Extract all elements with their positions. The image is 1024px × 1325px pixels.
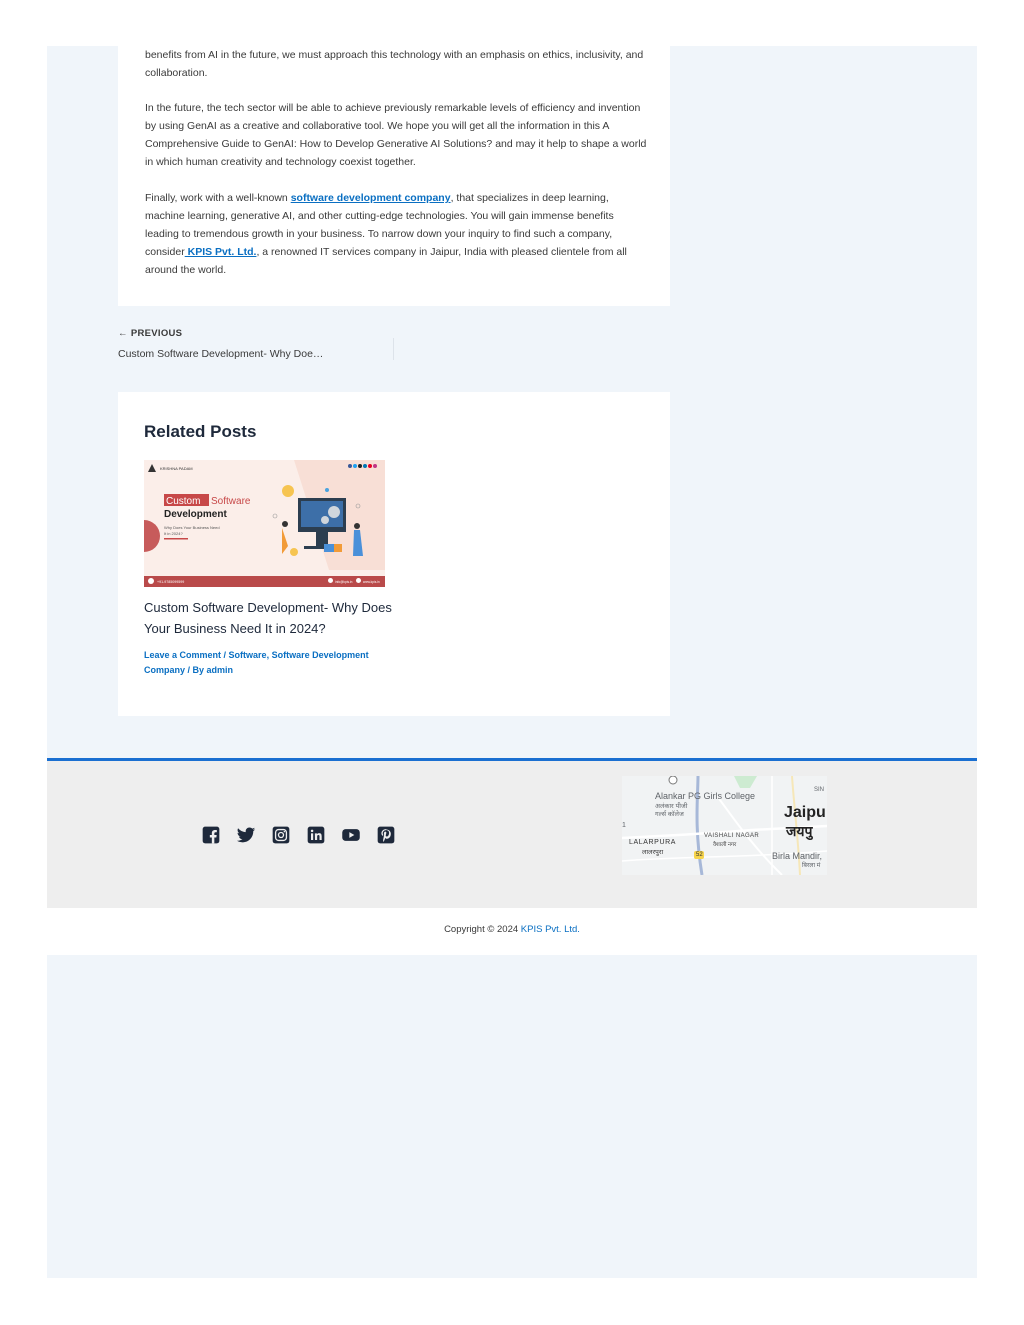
dot-icon	[373, 464, 377, 468]
leave-comment-link[interactable]: Leave a Comment	[144, 650, 222, 660]
article-paragraph	[145, 189, 650, 279]
map-place-label: 1	[622, 822, 626, 829]
phone-icon	[148, 578, 154, 584]
map-place-label: गर्ल्स कॉलेज	[655, 811, 684, 818]
person-head	[354, 523, 360, 529]
thumbnail-subtitle: It in 2024?	[164, 531, 183, 536]
gear-icon	[328, 506, 340, 518]
facebook-icon[interactable]	[201, 825, 221, 845]
subtitle-underline	[164, 538, 188, 540]
thumbnail-headline-highlight: Custom	[166, 496, 201, 507]
gear-icon	[321, 516, 329, 524]
map-area-label: वैशाली नगर	[713, 842, 737, 848]
thumbnail-phone: +91-9785099599	[157, 580, 185, 584]
meta-separator: /	[221, 650, 229, 660]
category-software-development-company-link[interactable]: Software Development Company	[144, 650, 369, 675]
dot-icon	[353, 464, 357, 468]
thumbnail-headline-rest: Software	[211, 496, 251, 507]
paragraph-text: , that specializes in deep learning, machine learning, generative AI, and other cutting-edge technologies. You will gain immense benefits leading to tremendous growth in your business. To narrow down your inquiry to find such a company, consider	[145, 192, 614, 258]
web-icon	[356, 578, 361, 583]
meta-separator: ,	[266, 650, 272, 660]
youtube-icon[interactable]	[341, 825, 361, 845]
social-links	[201, 825, 396, 845]
map-area-label: LALARPURA	[629, 839, 677, 846]
dot-icon	[363, 464, 367, 468]
copyright-brand-link[interactable]: KPIS Pvt. Ltd.	[520, 924, 580, 935]
category-software-link[interactable]: Software	[228, 650, 267, 660]
article-content	[118, 46, 670, 306]
map-area-label: लालरपुरा	[642, 849, 664, 856]
paragraph-text: , a renowned IT services company in Jaipur, India with pleased clientele from all around the world.	[145, 246, 627, 276]
article-paragraph: In the future, the tech sector will be able to achieve previously remarkable levels of efficiency and invention by using GenAI as a creative and collaborative tool. We hope you will get all the information in this A Comprehensive Guide to GenAI: How to Develop Generative AI Solutions? and may it help to shape a world in which human creativity and technology coexist together.	[145, 102, 647, 168]
software-development-company-link[interactable]: software development company	[290, 192, 451, 204]
kpis-link[interactable]: KPIS Pvt. Ltd.	[184, 246, 257, 258]
map-place-label: Birla Mandir,	[772, 851, 823, 861]
coin-icon	[290, 548, 298, 556]
map-area-label: VAISHALI NAGAR	[704, 833, 760, 839]
copyright-text: Copyright © 2024	[444, 924, 521, 935]
thumbnail-website: www.kpis.in	[363, 580, 380, 584]
previous-post-link[interactable]	[118, 328, 182, 339]
box-icon	[334, 544, 342, 552]
thumbnail-headline-line2: Development	[164, 509, 227, 520]
location-map[interactable]	[622, 776, 827, 875]
thumbnail-subtitle: Why Does Your Business Need	[164, 525, 220, 530]
map-road-badge: 52	[696, 852, 703, 858]
footer-bottom	[47, 908, 977, 955]
post-navigation	[118, 328, 670, 368]
copyright	[47, 924, 977, 935]
box-icon	[324, 544, 334, 552]
linkedin-icon[interactable]	[306, 825, 326, 845]
map-city-label: जयपु	[786, 823, 813, 839]
instagram-icon[interactable]	[271, 825, 291, 845]
related-posts	[118, 392, 670, 716]
arrow-left-icon: ←	[118, 328, 128, 339]
map-place-label: SIN	[814, 787, 825, 793]
bulb-icon	[282, 485, 294, 497]
dot-icon	[348, 464, 352, 468]
previous-label: PREVIOUS	[130, 328, 183, 339]
related-post-thumbnail[interactable]	[144, 460, 385, 587]
previous-post-title[interactable]: Custom Software Development- Why Doe…	[118, 348, 324, 360]
related-post-title[interactable]: Custom Software Development- Why Does Your Business Need It in 2024?	[144, 600, 392, 636]
related-post-meta	[144, 648, 394, 678]
twitter-icon[interactable]	[236, 825, 256, 845]
meta-separator: / By	[185, 665, 207, 675]
pinterest-icon[interactable]	[376, 825, 396, 845]
dot-icon	[368, 464, 372, 468]
related-posts-heading: Related Posts	[144, 422, 257, 441]
person-head	[282, 521, 288, 527]
dot-icon	[358, 464, 362, 468]
map-place-label: Alankar PG Girls College	[655, 791, 756, 801]
thumbnail-brand: KRISHNA PADAM	[160, 466, 193, 471]
map-city-label: Jaipu	[784, 804, 826, 821]
thumbnail-email: info@kpis.in	[335, 580, 353, 584]
cloud-icon	[325, 488, 329, 492]
author-link[interactable]: admin	[206, 665, 234, 675]
mail-icon	[328, 578, 333, 583]
footer-main	[47, 761, 977, 908]
map-place-label: बिरला मं	[802, 863, 821, 869]
map-place-label: अलंकार पीजी	[655, 803, 688, 810]
article-paragraph: benefits from AI in the future, we must approach this technology with an emphasis on ethics, inclusivity, and collaboration.	[145, 49, 644, 79]
paragraph-text: Finally, work with a well-known	[145, 192, 291, 204]
nav-divider	[393, 338, 394, 360]
monitor-stand	[316, 532, 328, 546]
